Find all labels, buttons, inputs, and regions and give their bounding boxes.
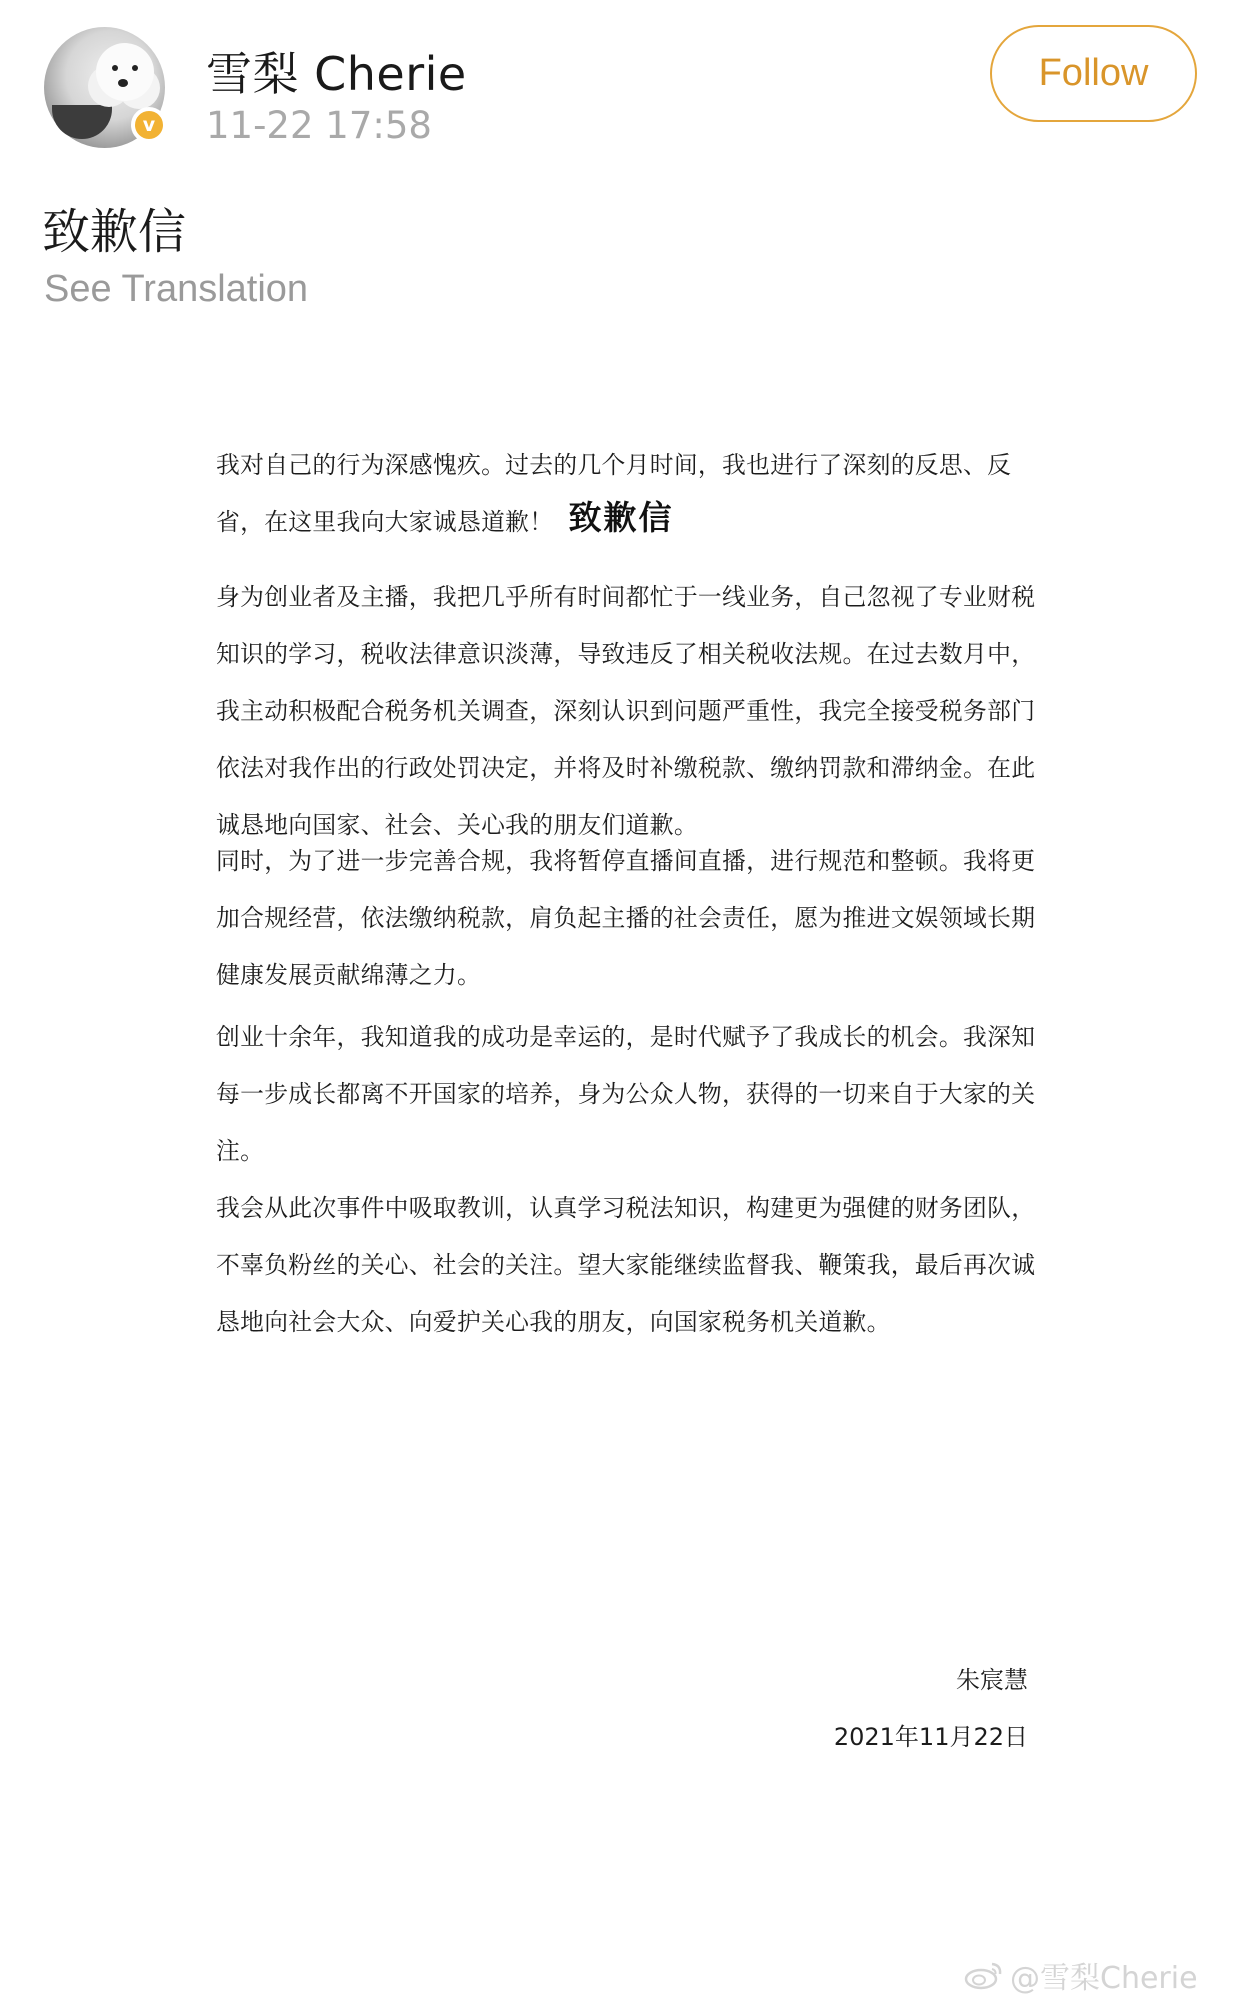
post-text: 致歉信: [42, 204, 187, 260]
letter-line: 我对自己的行为深感愧疚。过去的几个月时间，我也进行了深刻的反思、反: [216, 451, 1012, 479]
weibo-watermark: [964, 1953, 1198, 1997]
verified-badge-icon: v: [131, 107, 167, 143]
see-translation-link[interactable]: See Translation: [44, 268, 309, 310]
avatar-dog-eye: [132, 65, 138, 71]
letter-line: 同时，为了进一步完善合规，我将暂停直播间直播，进行规范和整顿。我将更: [216, 847, 1036, 875]
letter-line: 身为创业者及主播，我把几乎所有时间都忙于一线业务，自己忽视了专业财税: [216, 583, 1036, 611]
watermark-text: @雪梨Cherie: [1010, 1961, 1198, 1996]
post-timestamp: 11-22 17:58: [206, 104, 432, 147]
letter-line: 创业十余年，我知道我的成功是幸运的，是时代赋予了我成长的机会。我深知: [216, 1023, 1036, 1051]
letter-paragraph: [216, 569, 1036, 854]
letter-line: 我会从此次事件中吸取教训，认真学习税法知识，构建更为强健的财务团队，: [216, 1194, 1036, 1222]
letter-paragraph: [216, 1009, 1036, 1351]
avatar-dog: [96, 43, 154, 101]
avatar-dog-nose: [118, 79, 128, 87]
letter-line: 省，在这里我向大家诚恳道歉！: [216, 508, 554, 536]
letter-image[interactable]: [0, 420, 1242, 2009]
follow-button[interactable]: Follow: [990, 25, 1197, 122]
letter-paragraph: [216, 437, 1028, 551]
letter-line: 我主动积极配合税务机关调查，深刻认识到问题严重性，我完全接受税务部门: [216, 697, 1036, 725]
avatar-dog-eye: [112, 65, 118, 71]
letter-line: 诚恳地向国家、社会、关心我的朋友们道歉。: [216, 811, 698, 839]
author-name[interactable]: 雪梨 Cherie: [206, 47, 467, 101]
letter-paragraph: [216, 833, 1036, 1004]
letter-line: 加合规经营，依法缴纳税款，肩负起主播的社会责任，愿为推进文娱领域长期: [216, 904, 1036, 932]
letter-line: 依法对我作出的行政处罚决定，并将及时补缴税款、缴纳罚款和滞纳金。在此: [216, 754, 1036, 782]
avatar-sleeve: [52, 105, 112, 139]
letter-line: 健康发展贡献绵薄之力。: [216, 961, 482, 989]
letter-signature: 朱宸慧: [956, 1666, 1028, 1694]
letter-line: 每一步成长都离不开国家的培养，身为公众人物，获得的一切来自于大家的关: [216, 1080, 1036, 1108]
letter-line: 知识的学习，税收法律意识淡薄，导致违反了相关税收法规。在过去数月中，: [216, 640, 1036, 668]
letter-title: 致歉信: [568, 498, 674, 537]
letter-line: 注。: [216, 1137, 265, 1165]
letter-line: 不辜负粉丝的关心、社会的关注。望大家能继续监督我、鞭策我，最后再次诚: [216, 1251, 1036, 1279]
letter-date: 2021年11月22日: [833, 1723, 1028, 1751]
weibo-logo-icon: [964, 1960, 1004, 1990]
letter-line: 恳地向社会大众、向爱护关心我的朋友，向国家税务机关道歉。: [216, 1308, 891, 1336]
